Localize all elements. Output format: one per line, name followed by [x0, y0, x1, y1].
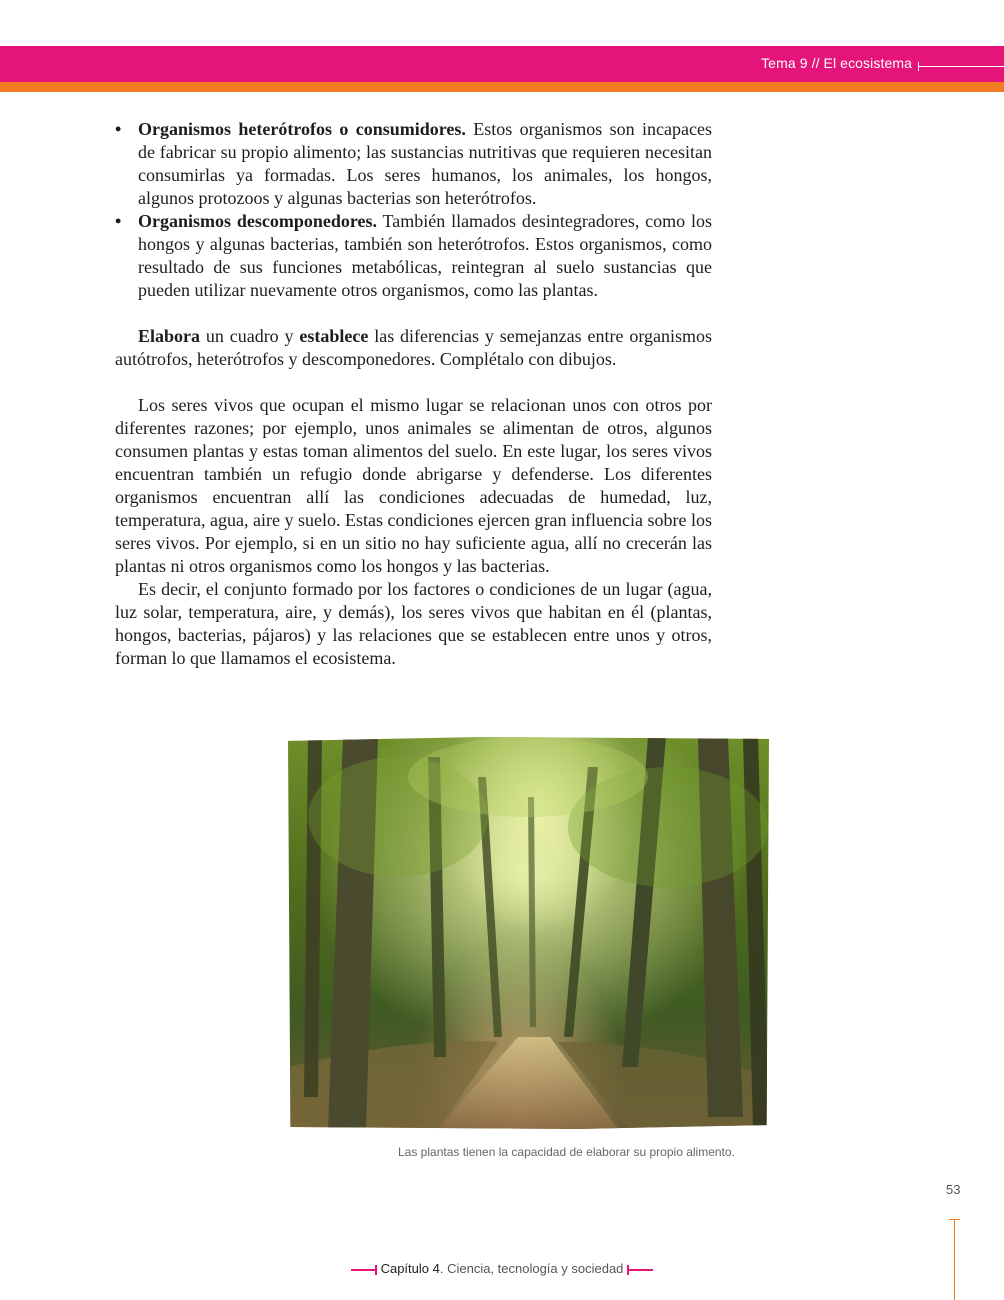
organism-list — [115, 118, 712, 302]
activity-verb-2: establece — [299, 326, 369, 346]
footer-chapter-title: Ciencia, tecnología y sociedad — [447, 1261, 624, 1276]
forest-path-photo — [288, 737, 769, 1129]
header-rule — [918, 66, 1004, 67]
activity-text-1: un cuadro y — [200, 326, 300, 346]
paragraph-ecosystem: Es decir, el conjunto formado por los factores o condiciones de un lugar (agua, luz solar, temperatura, aire, y demás), los seres vivos que habitan en él (plantas, hongos, bacterias, pájaros) y las relaciones que se establecen entre unos y otros, forman lo que llamamos el ecosistema. — [115, 579, 712, 668]
term-decomposers: Organismos descomponedores. — [138, 211, 378, 231]
paragraph-relationships: Los seres vivos que ocupan el mismo lugar se relacionan unos con otros por diferentes razones; por ejemplo, unos animales se alimentan de otros, algunos consumen plantas y estas toman alimentos del suelo. En este lugar, los seres vivos encuentran también un refugio donde abrigarse y defenderse. Los diferentes organismos encuentran allí las condiciones adecuadas de humedad, luz, temperatura, agua, aire y suelo. Estas condiciones ejercen gran influencia sobre los seres vivos. Por ejemplo, si en un sitio no hay suficiente agua, allí no crecerán las plantas ni otros organismos como los hongos y las bacterias. — [115, 395, 712, 576]
side-rule — [954, 1220, 955, 1300]
list-item — [115, 210, 712, 302]
bullet-icon: • — [115, 119, 122, 139]
footer-separator: . — [439, 1261, 448, 1276]
header-accent-stripe — [0, 82, 1004, 92]
list-item — [115, 118, 712, 210]
definition-decomposers: También llamados desintegradores, como los hongos y algunas bacterias, también son heterótrofos. Estos organismos, como resultado de sus funciones metabólicas, reintegran al suelo sustancias que pueden utilizar nuevamente otros organismos, como las plantas. — [138, 211, 712, 300]
footer-chapter-label: Capítulo 4 — [380, 1261, 440, 1276]
bullet-icon: • — [115, 211, 122, 231]
page-number: 53 — [946, 1182, 961, 1197]
activity-verb-1: Elabora — [138, 326, 201, 346]
chapter-footer — [0, 1261, 1004, 1276]
term-heterotrophs: Organismos heterótrofos o consumidores. — [138, 119, 466, 139]
activity-text-2: las diferencias y semejanzas entre organismos autótrofos, heterótrofos y descomponedores. Complétalo con dibujos. — [115, 326, 712, 369]
definition-heterotrophs: Estos organismos son incapaces de fabricar su propio alimento; las sustancias nutritivas que requieren necesitan consumirlas ya formadas. Los seres humanos, los animales, los hongos, algunos protozoos y algunas bacterias son heterótrofos. — [138, 119, 712, 208]
footer-right-mark — [627, 1269, 653, 1271]
footer-left-mark — [351, 1269, 377, 1271]
activity-paragraph — [115, 325, 712, 371]
figure-caption: Las plantas tienen la capacidad de elaborar su propio alimento. — [398, 1145, 735, 1159]
body-text — [115, 118, 712, 670]
running-header-title: Tema 9 // El ecosistema — [761, 55, 912, 71]
